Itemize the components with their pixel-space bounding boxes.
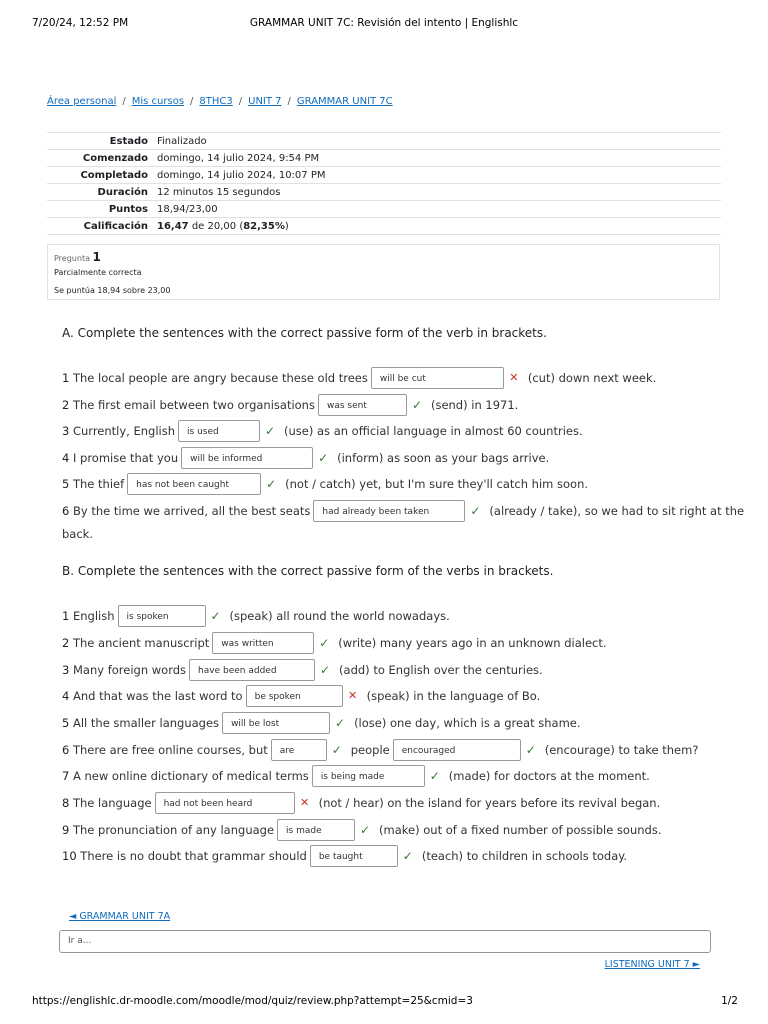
question-b1	[62, 605, 450, 627]
cross-icon: ✕	[299, 796, 310, 809]
item-number: 5	[62, 716, 70, 730]
question-b8	[62, 792, 660, 814]
question-info-box	[47, 244, 720, 300]
answer-input[interactable]: has not been caught	[127, 473, 261, 495]
item-text-after: (teach) to children in schools today.	[421, 849, 628, 863]
answer-input[interactable]: is being made	[312, 765, 425, 787]
summary-row-calificacion	[47, 218, 721, 235]
item-number: 1	[62, 609, 70, 623]
breadcrumb-area-personal[interactable]: Área personal	[47, 96, 117, 107]
question-b4	[62, 685, 540, 707]
summary-key: Duración	[47, 184, 157, 201]
summary-row-estado	[47, 133, 721, 150]
summary-key: Puntos	[47, 201, 157, 218]
item-text-after: (send) in 1971.	[430, 398, 519, 412]
item-text-before: Many foreign words	[72, 663, 187, 677]
summary-value: Finalizado	[157, 133, 721, 150]
item-number: 1	[62, 371, 70, 385]
item-text-after: (already / take), so we had to sit right at the	[489, 504, 745, 518]
item-text-after: (made) for doctors at the moment.	[448, 769, 650, 783]
question-number-value: 1	[92, 250, 101, 264]
item-number: 8	[62, 796, 70, 810]
section-b-heading: B. Complete the sentences with the correct passive form of the verbs in brackets.	[62, 564, 554, 578]
answer-input[interactable]: is used	[178, 420, 260, 442]
check-icon: ✓	[320, 663, 331, 677]
item-text-before: And that was the last word to	[72, 689, 243, 703]
question-a4	[62, 447, 549, 469]
item-text-before: The local people are angry because these old trees	[72, 371, 368, 385]
item-text-after: (encourage) to take them?	[544, 743, 699, 757]
item-number: 2	[62, 398, 70, 412]
grade-of: de 20,00 (	[191, 220, 244, 232]
question-b6	[62, 739, 698, 761]
question-grade: Se puntúa 18,94 sobre 23,00	[54, 286, 171, 295]
item-text-before: There are free online courses, but	[72, 743, 268, 757]
summary-value: domingo, 14 julio 2024, 9:54 PM	[157, 150, 721, 167]
check-icon: ✓	[470, 504, 481, 518]
answer-input[interactable]: are	[271, 739, 327, 761]
check-icon: ✓	[264, 424, 276, 438]
answer-input[interactable]: had already been taken	[313, 500, 465, 522]
jump-to-select[interactable]: Ir a...	[59, 930, 711, 953]
item-text-before: I promise that you	[72, 451, 179, 465]
summary-grade-value	[157, 218, 721, 235]
breadcrumb-course[interactable]: 8THC3	[199, 96, 233, 107]
summary-key: Calificación	[47, 218, 157, 235]
answer-input[interactable]: be spoken	[246, 685, 343, 707]
item-number: 3	[62, 663, 70, 677]
item-text-before: The language	[72, 796, 152, 810]
answer-input[interactable]: is spoken	[118, 605, 206, 627]
answer-input[interactable]: have been added	[189, 659, 315, 681]
question-number	[54, 250, 101, 264]
summary-value: 18,94/23,00	[157, 201, 721, 218]
item-number: 6	[62, 504, 70, 518]
summary-row-duracion	[47, 184, 721, 201]
summary-row-puntos	[47, 201, 721, 218]
question-a3	[62, 420, 583, 442]
item-text-after: (speak) in the language of Bo.	[366, 689, 541, 703]
cross-icon: ✕	[348, 689, 358, 702]
grade-percent: 82,35%	[243, 220, 285, 232]
print-header	[0, 17, 768, 31]
summary-value: domingo, 14 julio 2024, 10:07 PM	[157, 167, 721, 184]
item-text-before: All the smaller languages	[72, 716, 220, 730]
summary-key: Estado	[47, 133, 157, 150]
question-b10	[62, 845, 627, 867]
section-a-heading: A. Complete the sentences with the correct passive form of the verb in brackets.	[62, 326, 547, 340]
breadcrumb-separator: /	[190, 96, 194, 107]
question-a6-wrap: back.	[62, 527, 93, 541]
item-number: 4	[62, 689, 70, 703]
item-number: 6	[62, 743, 70, 757]
check-icon: ✓	[429, 769, 440, 783]
answer-input[interactable]: will be cut	[371, 367, 504, 389]
print-page-number: 1/2	[721, 995, 738, 1007]
item-text-after: (inform) as soon as your bags arrive.	[337, 451, 550, 465]
attempt-summary-table	[47, 132, 721, 235]
item-number: 5	[62, 477, 70, 491]
answer-input[interactable]: was written	[212, 632, 314, 654]
item-text-after: (not / hear) on the island for years before its revival began.	[318, 796, 661, 810]
breadcrumb-quiz[interactable]: GRAMMAR UNIT 7C	[296, 96, 393, 107]
item-text-after: (cut) down next week.	[527, 371, 657, 385]
item-text-middle: people	[350, 743, 390, 757]
item-number: 10	[62, 849, 77, 863]
item-text-before: English	[72, 609, 115, 623]
breadcrumb-unit[interactable]: UNIT 7	[248, 96, 282, 107]
answer-input[interactable]: had not been heard	[155, 792, 295, 814]
grade-score: 16,47	[157, 220, 189, 232]
question-state: Parcialmente correcta	[54, 268, 142, 277]
question-a1	[62, 367, 656, 389]
answer-input[interactable]: will be informed	[181, 447, 313, 469]
check-icon: ✓	[335, 716, 346, 730]
question-b3	[62, 659, 543, 681]
answer-input-2[interactable]: encouraged	[393, 739, 521, 761]
check-icon: ✓	[525, 743, 536, 757]
item-text-before: The first email between two organisations	[72, 398, 315, 412]
check-icon: ✓	[331, 743, 342, 757]
question-a2	[62, 394, 518, 416]
item-text-after: (use) as an official language in almost 60 countries.	[284, 424, 583, 438]
breadcrumb-mis-cursos[interactable]: Mis cursos	[131, 96, 185, 107]
check-icon: ✓	[360, 823, 371, 837]
grade-close: )	[284, 220, 289, 232]
prev-activity-link[interactable]: ◄ GRAMMAR UNIT 7A	[69, 911, 171, 922]
check-icon: ✓	[411, 398, 422, 412]
check-icon: ✓	[319, 636, 330, 650]
item-text-before: A new online dictionary of medical terms	[72, 769, 309, 783]
check-icon: ✓	[318, 451, 329, 465]
check-icon: ✓	[210, 609, 221, 623]
check-icon: ✓	[402, 849, 413, 863]
question-label: Pregunta	[54, 254, 90, 263]
print-url: https://englishlc.dr-moodle.com/moodle/mod/quiz/review.php?attempt=25&cmid=3	[32, 995, 473, 1007]
breadcrumb	[47, 96, 393, 107]
question-b5	[62, 712, 581, 734]
item-text-after: (make) out of a fixed number of possible sounds.	[379, 823, 662, 837]
answer-input[interactable]: will be lost	[222, 712, 330, 734]
item-number: 2	[62, 636, 70, 650]
item-text-before: By the time we arrived, all the best seats	[72, 504, 311, 518]
answer-input[interactable]: was sent	[318, 394, 407, 416]
answer-input[interactable]: be taught	[310, 845, 398, 867]
print-title: GRAMMAR UNIT 7C: Revisión del intento | Englishlc	[249, 17, 519, 29]
item-text-after: (write) many years ago in an unknown dialect.	[338, 636, 607, 650]
question-a5	[62, 473, 588, 495]
next-activity-link[interactable]: LISTENING UNIT 7 ►	[604, 959, 700, 970]
summary-key: Completado	[47, 167, 157, 184]
item-number: 9	[62, 823, 70, 837]
check-icon: ✓	[266, 477, 277, 491]
breadcrumb-separator: /	[287, 96, 291, 107]
item-text-before: The pronunciation of any language	[72, 823, 275, 837]
item-text-before: The ancient manuscript	[72, 636, 210, 650]
breadcrumb-separator: /	[238, 96, 243, 107]
item-text-after: (add) to English over the centuries.	[339, 663, 543, 677]
summary-row-comenzado	[47, 150, 721, 167]
item-number: 3	[62, 424, 70, 438]
item-text-after: (lose) one day, which is a great shame.	[354, 716, 581, 730]
breadcrumb-separator: /	[122, 96, 126, 107]
question-b2	[62, 632, 607, 654]
item-text-after: (not / catch) yet, but I'm sure they'll catch him soon.	[285, 477, 589, 491]
item-text-before: Currently, English	[72, 424, 176, 438]
answer-input[interactable]: is made	[277, 819, 355, 841]
summary-value: 12 minutos 15 segundos	[157, 184, 721, 201]
question-b9	[62, 819, 661, 841]
question-a6	[62, 500, 744, 522]
summary-key: Comenzado	[47, 150, 157, 167]
question-b7	[62, 765, 650, 787]
item-text-after: (speak) all round the world nowadays.	[229, 609, 450, 623]
item-number: 4	[62, 451, 70, 465]
item-text-before: The thief	[72, 477, 125, 491]
summary-row-completado	[47, 167, 721, 184]
cross-icon: ✕	[509, 371, 519, 384]
item-number: 7	[62, 769, 70, 783]
print-datetime: 7/20/24, 12:52 PM	[32, 17, 129, 29]
item-text-before: There is no doubt that grammar should	[80, 849, 307, 863]
